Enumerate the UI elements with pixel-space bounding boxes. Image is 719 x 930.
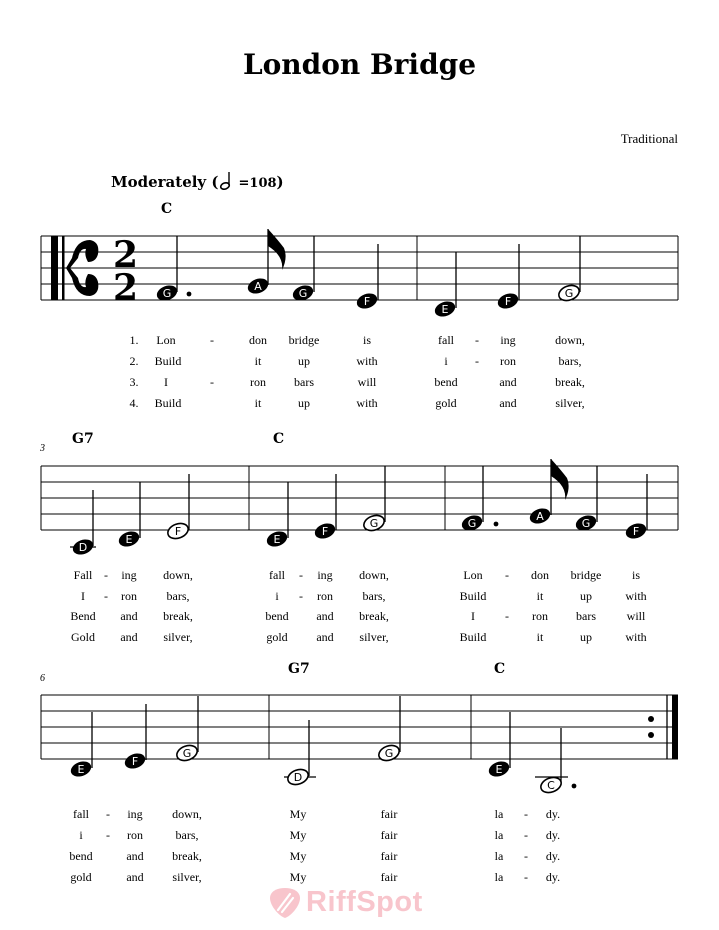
- lyric-syllable: don: [531, 568, 549, 582]
- note-letter: F: [363, 295, 371, 308]
- note: [624, 474, 649, 541]
- lyric-syllable: is: [631, 568, 641, 582]
- note-letter: E: [273, 533, 281, 546]
- lyric-syllable: My: [289, 870, 307, 884]
- lyric-syllable: My: [289, 849, 307, 863]
- staff-system-1: [41, 229, 678, 319]
- lyric-syllable: ing: [121, 568, 137, 582]
- lyric-syllable: -: [104, 568, 108, 582]
- lyric-syllable: My: [289, 828, 307, 842]
- measure-number: 3: [40, 443, 45, 454]
- lyric-syllable: don: [249, 333, 267, 347]
- chord-symbol: G7: [72, 431, 94, 447]
- lyric-syllable: break,: [359, 609, 389, 623]
- lyric-syllable: with: [625, 630, 647, 644]
- lyric-syllable: Build: [459, 589, 487, 603]
- lyric-syllable: -: [104, 589, 108, 603]
- chord-symbol: G7: [288, 661, 310, 677]
- lyric-syllable: and: [120, 609, 138, 623]
- note-letter: G: [162, 287, 172, 300]
- lyric-syllable: ing: [500, 333, 516, 347]
- guitar-pick-icon: [268, 886, 302, 920]
- lyric-syllable: up: [580, 630, 592, 644]
- lyric-syllable: it: [536, 589, 544, 603]
- tempo-bpm: 108: [249, 176, 277, 191]
- lyric-syllable: i: [275, 589, 279, 603]
- note-letter: F: [632, 525, 640, 538]
- lyric-syllable: it: [254, 396, 262, 410]
- lyric-syllable: and: [126, 849, 144, 863]
- lyric-syllable: -: [210, 333, 214, 347]
- lyric-syllable: Fall: [73, 568, 93, 582]
- lyric-syllable: -: [299, 589, 303, 603]
- lyric-syllable: and: [120, 630, 138, 644]
- chord-symbol: C: [494, 661, 506, 677]
- lyric-syllable: with: [356, 354, 378, 368]
- lyric-syllable: bend: [69, 849, 93, 863]
- lyric-syllable: Lon: [463, 568, 483, 582]
- lyric-syllable: with: [625, 589, 647, 603]
- lyric-syllable: -: [475, 333, 479, 347]
- lyric-syllable: up: [298, 354, 310, 368]
- lyric-syllable: I: [164, 375, 168, 389]
- lyric-syllable: bars,: [175, 828, 199, 842]
- note-letter: F: [131, 755, 139, 768]
- lyric-syllable: will: [357, 375, 377, 389]
- note: [246, 229, 286, 296]
- lyric-syllable: dy.: [545, 828, 561, 842]
- note: [69, 712, 94, 779]
- note-letter: E: [495, 763, 503, 776]
- final-barline: [672, 695, 678, 759]
- note: [291, 236, 316, 303]
- lyric-syllable: fall: [269, 568, 285, 582]
- note-letter: G: [369, 517, 379, 530]
- lyric-syllable: ron: [500, 354, 516, 368]
- lyric-syllable: silver,: [172, 870, 202, 884]
- note-letter: E: [77, 763, 85, 776]
- watermark-text: RiffSpot: [306, 886, 423, 918]
- lyric-syllable: break,: [163, 609, 193, 623]
- lyric-syllable: bars,: [362, 589, 386, 603]
- lyric-syllable: it: [254, 354, 262, 368]
- note: [123, 704, 148, 771]
- time-signature-numerator: 2: [113, 234, 139, 276]
- time-signature-denominator: 2: [113, 267, 139, 309]
- lyric-syllable: I: [81, 589, 85, 603]
- note: [377, 696, 402, 763]
- note: [117, 482, 142, 549]
- lyric-syllable: is: [362, 333, 372, 347]
- lyric-syllable: ron: [127, 828, 143, 842]
- lyric-syllable: dy.: [545, 807, 561, 821]
- note: [557, 236, 582, 303]
- lyric-syllable: i: [79, 828, 83, 842]
- lyric-syllable: Bend: [70, 609, 96, 623]
- note: [166, 474, 191, 541]
- note-letter: G: [384, 747, 394, 760]
- lyric-syllable: fair: [380, 828, 398, 842]
- tempo-text: Moderately: [111, 173, 207, 191]
- lyric-syllable: and: [499, 375, 517, 389]
- lyric-syllable: la: [494, 870, 504, 884]
- lyric-syllable: dy.: [545, 870, 561, 884]
- note: [535, 728, 576, 795]
- lyric-syllable: ron: [317, 589, 333, 603]
- note-letter: E: [125, 533, 133, 546]
- lyric-syllable: down,: [172, 807, 202, 821]
- lyric-syllable: with: [356, 396, 378, 410]
- verse-number: 3.: [129, 375, 139, 389]
- lyric-syllable: -: [524, 849, 528, 863]
- lyric-syllable: bend: [434, 375, 458, 389]
- lyric-syllable: My: [289, 807, 307, 821]
- lyric-syllable: bars: [294, 375, 314, 389]
- lyric-syllable: -: [524, 870, 528, 884]
- lyric-syllable: bars,: [166, 589, 190, 603]
- note-letter: G: [467, 517, 477, 530]
- lyric-syllable: ron: [532, 609, 548, 623]
- note: [528, 459, 569, 526]
- note-letter: A: [254, 280, 262, 293]
- lyric-syllable: -: [210, 375, 214, 389]
- chord-symbol: C: [273, 431, 285, 447]
- lyric-syllable: fall: [438, 333, 454, 347]
- lyric-syllable: Build: [154, 396, 182, 410]
- note-letter: G: [182, 747, 192, 760]
- note-letter: C: [547, 779, 555, 792]
- lyric-syllable: and: [316, 609, 334, 623]
- verse-number: 2.: [129, 354, 139, 368]
- note-letter: F: [174, 525, 182, 538]
- lyric-syllable: down,: [359, 568, 389, 582]
- lyric-syllable: bridge: [570, 568, 602, 582]
- note-letter: D: [293, 771, 303, 784]
- repeat-dot: [648, 732, 654, 738]
- lyric-syllable: up: [298, 396, 310, 410]
- verse-number: 4.: [129, 396, 139, 410]
- verse-number: 1.: [129, 333, 139, 347]
- lyric-syllable: fair: [380, 807, 398, 821]
- repeat-dot: [648, 716, 654, 722]
- lyric-syllable: and: [126, 870, 144, 884]
- lyric-syllable: silver,: [359, 630, 389, 644]
- lyric-syllable: break,: [172, 849, 202, 863]
- lyric-syllable: down,: [163, 568, 193, 582]
- lyric-syllable: silver,: [555, 396, 585, 410]
- lyric-syllable: -: [524, 807, 528, 821]
- note: [496, 244, 521, 311]
- lyric-syllable: silver,: [163, 630, 193, 644]
- tempo-open-paren: (: [211, 173, 219, 191]
- lyric-syllable: bars: [576, 609, 596, 623]
- note-letter: E: [441, 303, 449, 316]
- lyric-syllable: I: [471, 609, 475, 623]
- lyric-syllable: -: [106, 828, 110, 842]
- note: [155, 236, 192, 303]
- lyric-syllable: fair: [380, 849, 398, 863]
- measure-number: 6: [40, 673, 45, 684]
- lyric-syllable: Build: [154, 354, 182, 368]
- note-letter: D: [78, 541, 88, 554]
- lyric-syllable: -: [505, 609, 509, 623]
- lyric-syllable: and: [316, 630, 334, 644]
- lyric-syllable: break,: [555, 375, 585, 389]
- lyric-syllable: ing: [317, 568, 333, 582]
- lyric-syllable: up: [580, 589, 592, 603]
- note-letter: F: [504, 295, 512, 308]
- note: [284, 720, 316, 787]
- lyric-syllable: la: [494, 849, 504, 863]
- lyric-syllable: it: [536, 630, 544, 644]
- lyric-syllable: la: [494, 807, 504, 821]
- note-letter: G: [581, 517, 591, 530]
- tempo-close-paren: ): [276, 173, 284, 191]
- lyric-syllable: ing: [127, 807, 143, 821]
- note: [265, 482, 290, 549]
- lyric-syllable: bars,: [558, 354, 582, 368]
- note: [175, 696, 200, 763]
- lyric-syllable: and: [499, 396, 517, 410]
- lyric-syllable: down,: [555, 333, 585, 347]
- lyric-syllable: -: [505, 568, 509, 582]
- lyric-syllable: gold: [70, 870, 92, 884]
- lyric-syllable: bend: [265, 609, 289, 623]
- lyric-syllable: -: [524, 828, 528, 842]
- lyric-syllable: i: [444, 354, 448, 368]
- note: [574, 466, 599, 533]
- lyric-syllable: will: [626, 609, 646, 623]
- note: [487, 712, 512, 779]
- tempo-equals: =: [238, 176, 250, 191]
- note: [313, 474, 338, 541]
- note-letter: G: [564, 287, 574, 300]
- composer-credit: Traditional: [620, 131, 678, 146]
- lyric-syllable: la: [494, 828, 504, 842]
- lyric-syllable: -: [299, 568, 303, 582]
- note-letter: F: [321, 525, 329, 538]
- lyric-syllable: bridge: [288, 333, 320, 347]
- note-letter: G: [298, 287, 308, 300]
- lyric-syllable: -: [106, 807, 110, 821]
- note: [433, 252, 458, 319]
- note: [355, 244, 380, 311]
- chord-symbol: C: [161, 201, 173, 217]
- note: [70, 490, 96, 557]
- lyric-syllable: ron: [250, 375, 266, 389]
- song-title: London Bridge: [242, 48, 477, 81]
- note-letter: A: [536, 510, 544, 523]
- lyric-syllable: gold: [435, 396, 457, 410]
- lyric-syllable: fall: [73, 807, 89, 821]
- lyric-syllable: gold: [266, 630, 288, 644]
- lyric-syllable: Gold: [71, 630, 95, 644]
- note: [460, 466, 499, 533]
- lyric-syllable: -: [475, 354, 479, 368]
- staff-system-3: [41, 695, 678, 795]
- lyric-syllable: Build: [459, 630, 487, 644]
- staff-system-2: [41, 459, 678, 557]
- lyric-syllable: Lon: [156, 333, 176, 347]
- riffspot-watermark: [268, 886, 423, 920]
- note: [362, 466, 387, 533]
- lyric-syllable: ron: [121, 589, 137, 603]
- lyric-syllable: fair: [380, 870, 398, 884]
- lyric-syllable: dy.: [545, 849, 561, 863]
